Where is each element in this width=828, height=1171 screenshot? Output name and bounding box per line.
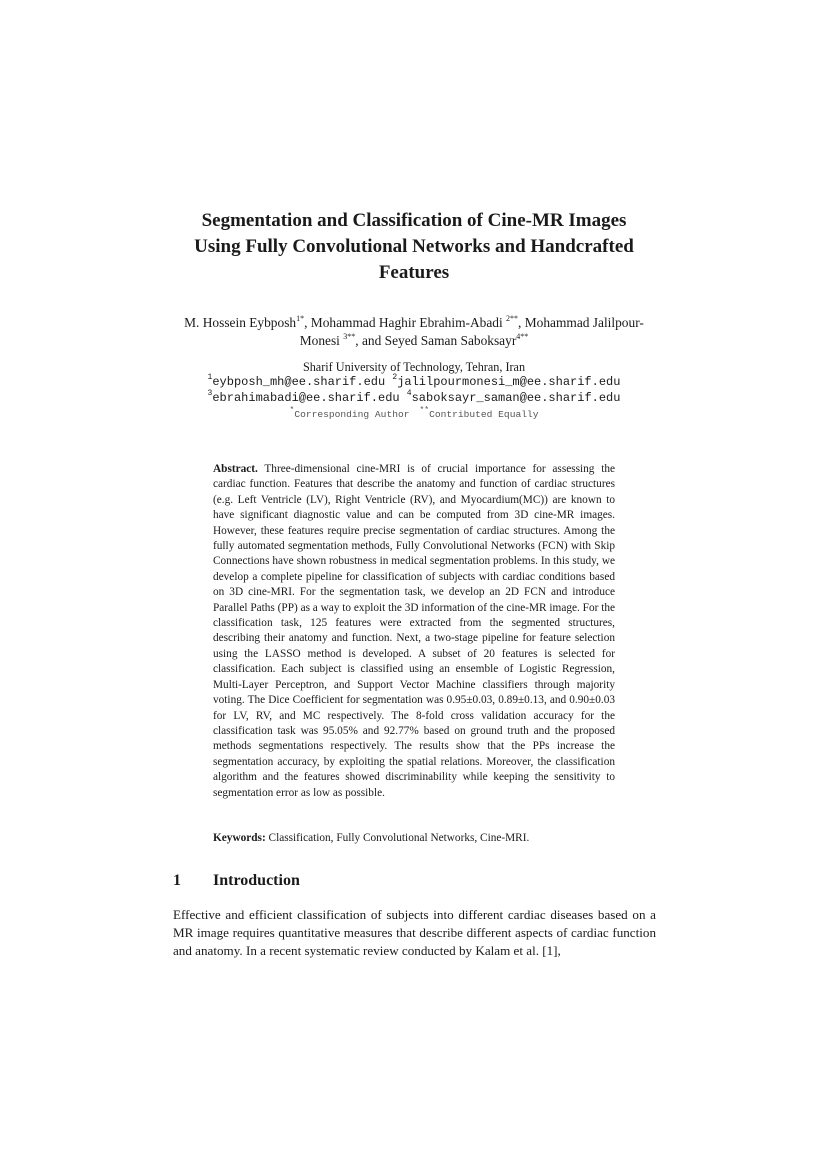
- author-2: , Mohammad Haghir Ebrahim-Abadi: [304, 315, 507, 330]
- section-title: Introduction: [213, 872, 300, 889]
- email-2-mark: 2: [392, 373, 398, 382]
- author-line-2: [150, 332, 678, 350]
- email-1-mark: 1: [207, 373, 213, 382]
- email-3: ebrahimabadi@ee.sharif.edu: [212, 390, 400, 405]
- author-1-mark: 1*: [296, 313, 305, 323]
- title-line-3: Features: [378, 262, 450, 283]
- note-contributed: Contributed Equally: [429, 409, 539, 420]
- keywords: [213, 831, 615, 846]
- note-corresponding: Corresponding Author: [294, 409, 410, 420]
- email-row-1: [150, 375, 678, 391]
- author-4: , and Seyed Saman Saboksayr: [355, 333, 517, 348]
- section-number: 1: [173, 872, 181, 889]
- keywords-label: Keywords:: [213, 832, 266, 844]
- note-2-mark: **: [419, 405, 430, 415]
- email-row-2: [150, 388, 678, 407]
- email-2: jalilpourmonesi_m@ee.sharif.edu: [397, 375, 621, 389]
- title-line-1: Segmentation and Classification of Cine-MR Images: [201, 210, 627, 231]
- author-1: M. Hossein Eybposh: [184, 315, 297, 330]
- email-4-mark: 4: [406, 388, 412, 398]
- author-note: [150, 405, 678, 421]
- paper-title: [150, 208, 678, 286]
- body-paragraph: Effective and efficient classification of subjects into different cardiac diseases based on a MR image requires quantitative measures that describe different aspects of cardiac function and anatomy. In a recent systematic review conducted by Kalam et al. [1],: [173, 907, 656, 958]
- email-list: [150, 375, 678, 406]
- abstract-text: Three-dimensional cine-MRI is of crucial importance for assessing the cardiac function. Features that describe the anatomy and function of cardiac structures (e.g. Left Ventricle (LV), Right Ventricle (RV), and Myocardium(MC)) are known to have significant diagnostic value and can be computed from 3D cine-MR images. However, these features require precise segmentation of cardiac structures. Among the fully automated segmentation methods, Fully Convolutional Networks (FCN) with Skip Connections have shown robustness in medical segmentation problems. In this study, we develop a complete pipeline for classification of subjects with cardiac conditions based on 3D cine-MRI. For the segmentation task, we develop an 2D FCN and introduce Parallel Paths (PP) as a way to exploit the 3D information of the cine-MR image. For the classification task, 125 features were extracted from the segmented structures, describing their anatomy and function. Next, a two-stage pipeline for feature selection using the LASSO method is developed. A subset of 20 features is selected for classification. Each subject is classified using an ensemble of Logistic Regression, Multi-Layer Perceptron, and Support Vector Machine classifiers through majority voting. The Dice Coefficient for segmentation was 0.95±0.03, 0.89±0.13, and 0.90±0.03 for LV, RV, and MC respectively. The 8-fold cross validation accuracy for the classification task was 95.05% and 92.77% based on ground truth and the proposed methods segmentations respectively. The results show that the PPs increase the segmentation accuracy, by exploiting the spatial relations. Moreover, the classification algorithm and the features showed discriminability while keeping the sensitivity to segmentation error as low as possible.: [213, 463, 615, 799]
- author-list: [150, 314, 678, 350]
- email-4: saboksayr_saman@ee.sharif.edu: [411, 390, 621, 405]
- note-1-mark: *: [289, 405, 295, 415]
- affiliation: Sharif University of Technology, Tehran, Iran: [302, 360, 526, 374]
- author-4-mark: 4**: [516, 331, 529, 341]
- title-line-2: Using Fully Convolutional Networks and Handcrafted: [194, 236, 634, 257]
- author-3-mark: 3**: [343, 331, 356, 341]
- author-3-cont: Monesi: [299, 333, 344, 348]
- author-2-mark: 2**: [506, 313, 519, 323]
- email-3-mark: 3: [207, 388, 213, 398]
- keywords-text: Classification, Fully Convolutional Networks, Cine-MRI.: [268, 832, 530, 844]
- section-heading: [173, 871, 300, 891]
- abstract-label: Abstract.: [213, 463, 258, 475]
- email-1: eybposh_mh@ee.sharif.edu: [212, 375, 386, 389]
- author-line-1: [150, 314, 678, 332]
- abstract: [213, 462, 615, 801]
- author-3: , Mohammad Jalilpour-: [518, 315, 644, 330]
